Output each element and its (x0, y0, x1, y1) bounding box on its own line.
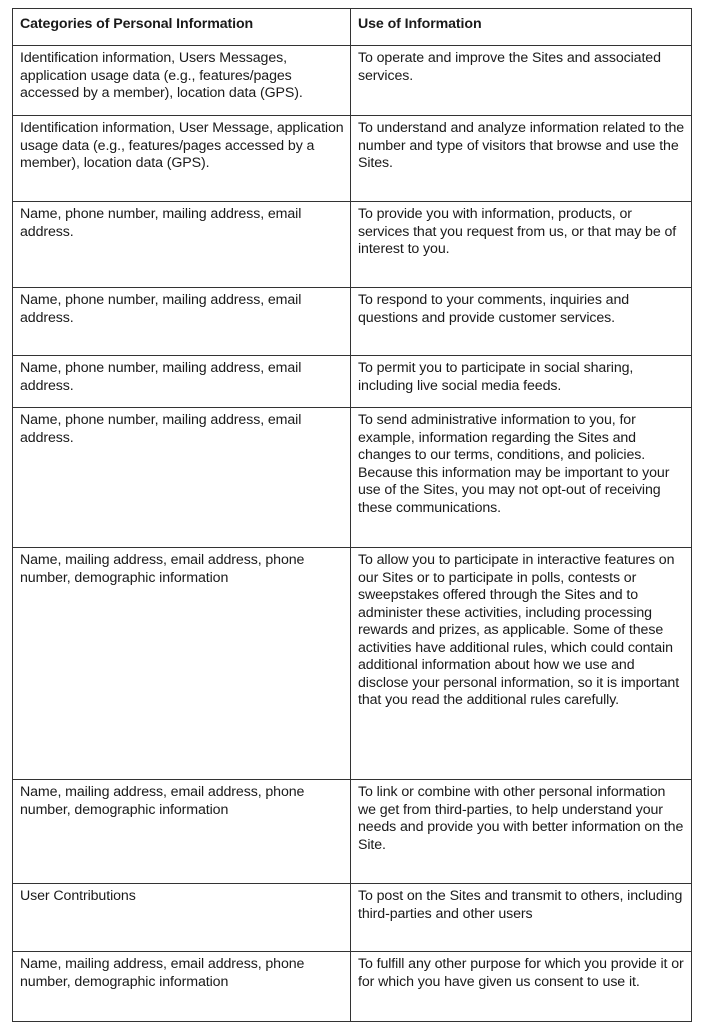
category-cell: Identification information, Users Messages, application usage data (e.g., features/pages accessed by a member), location data (GPS). (13, 46, 351, 116)
table-row (13, 884, 692, 952)
use-cell: To allow you to participate in interactive features on our Sites or to participate in polls, contests or sweepstakes offered through the Sites and to administer these activities, including processing rewards and prizes, as applicable. Some of these activities have additional rules, which could contain additional information about how we use and disclose your personal information, so it is important that you read the additional rules carefully. (351, 548, 692, 780)
table-body (13, 46, 692, 1022)
category-cell: User Contributions (13, 884, 351, 952)
category-cell: Name, mailing address, email address, phone number, demographic information (13, 548, 351, 780)
table-row (13, 46, 692, 116)
table-row (13, 288, 692, 356)
use-cell: To respond to your comments, inquiries and questions and provide customer services. (351, 288, 692, 356)
category-cell: Name, phone number, mailing address, email address. (13, 288, 351, 356)
use-cell: To provide you with information, products, or services that you request from us, or that may be of interest to you. (351, 202, 692, 288)
category-cell: Name, phone number, mailing address, email address. (13, 356, 351, 408)
category-cell: Name, mailing address, email address, phone number, demographic information (13, 952, 351, 1022)
header-use: Use of Information (351, 9, 692, 46)
table-row (13, 116, 692, 202)
table-header (13, 9, 692, 46)
table-row (13, 952, 692, 1022)
header-row (13, 9, 692, 46)
personal-information-table (12, 8, 692, 1022)
table-row (13, 202, 692, 288)
use-cell: To permit you to participate in social sharing, including live social media feeds. (351, 356, 692, 408)
header-categories: Categories of Personal Information (13, 9, 351, 46)
use-cell: To link or combine with other personal information we get from third-parties, to help understand your needs and provide you with better information on the Site. (351, 780, 692, 884)
use-cell: To understand and analyze information related to the number and type of visitors that browse and use the Sites. (351, 116, 692, 202)
table-row (13, 780, 692, 884)
category-cell: Name, phone number, mailing address, email address. (13, 408, 351, 548)
use-cell: To post on the Sites and transmit to others, including third-parties and other users (351, 884, 692, 952)
category-cell: Identification information, User Message, application usage data (e.g., features/pages accessed by a member), location data (GPS). (13, 116, 351, 202)
category-cell: Name, phone number, mailing address, email address. (13, 202, 351, 288)
use-cell: To send administrative information to you, for example, information regarding the Sites and changes to our terms, conditions, and policies. Because this information may be important to your use of the Sites, you may not opt-out of receiving these communications. (351, 408, 692, 548)
use-cell: To operate and improve the Sites and associated services. (351, 46, 692, 116)
category-cell: Name, mailing address, email address, phone number, demographic information (13, 780, 351, 884)
use-cell: To fulfill any other purpose for which you provide it or for which you have given us consent to use it. (351, 952, 692, 1022)
table-row (13, 356, 692, 408)
table-row (13, 548, 692, 780)
table-row (13, 408, 692, 548)
